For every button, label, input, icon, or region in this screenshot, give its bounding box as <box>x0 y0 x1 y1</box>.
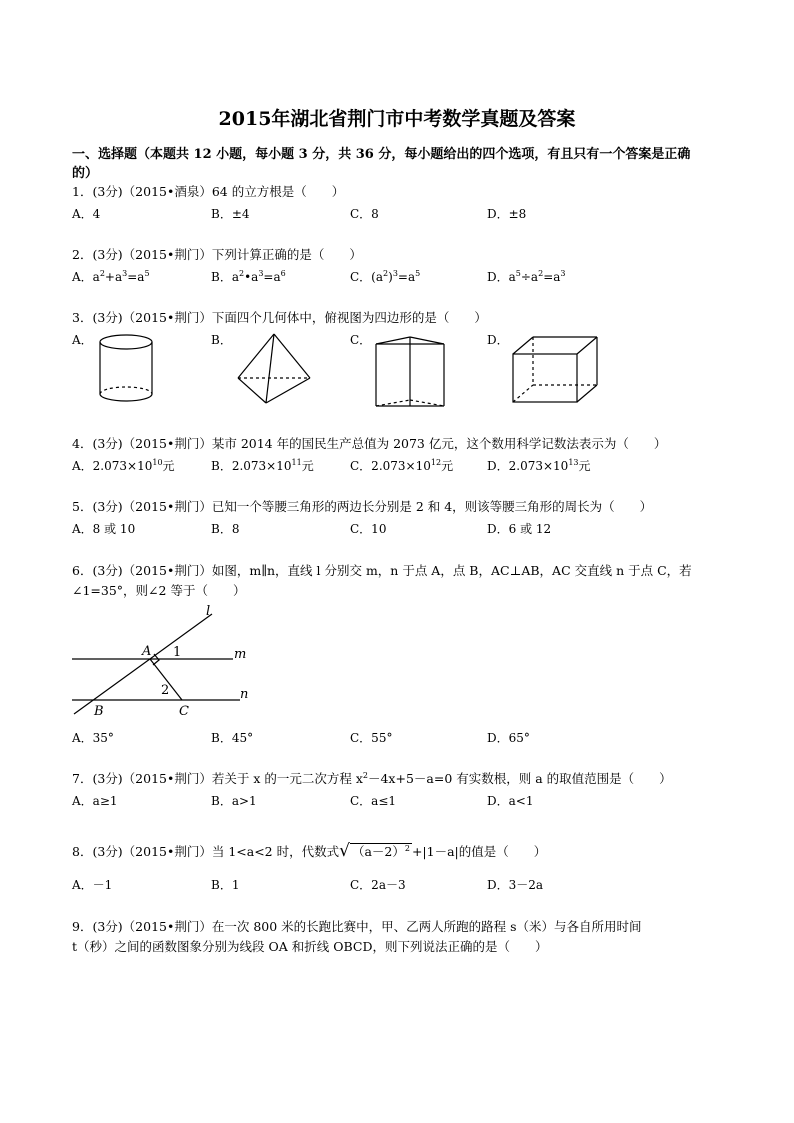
q5-option-a: A．8 或 10 <box>72 522 136 536</box>
q1-option-c: C．8 <box>350 207 379 221</box>
q3-stem: 3．(3分)（2015•荆门）下面四个几何体中，俯视图为四边形的是（ ） <box>72 310 487 325</box>
q1-option-a: A．4 <box>72 207 101 221</box>
q3-option-d: D． <box>487 333 509 347</box>
q3-option-c: C． <box>350 333 372 347</box>
q7-stem: 7．(3分)（2015•荆门）若关于 x 的一元二次方程 $x^2-4x+5-a=0$ 有实数根，则 a 的取值范围是（ ） <box>72 770 672 786</box>
q1-stem: 1．(3分)（2015•酒泉）64 的立方根是（ ） <box>72 184 345 199</box>
q2-option-c: C．$(a^2)^3=a^5$ <box>350 269 421 284</box>
q4-option-c: C．$2.073\times 10^{12}$元 <box>350 458 454 473</box>
q7-option-b: B．a>1 <box>211 794 257 808</box>
q1-option-b: B．±4 <box>211 207 250 221</box>
q5-stem: 5．(3分)（2015•荆门）已知一个等腰三角形的两边长分别是 2 和 4，则该等腰三角形的周长为（ ） <box>72 499 653 514</box>
q7-option-a: A．a≥1 <box>72 794 118 808</box>
q2-stem: 2．(3分)（2015•荆门）下列计算正确的是（ ） <box>72 247 362 262</box>
q9-stem: 9．(3分)（2015•荆门）在一次 800 米的长跑比赛中，甲、乙两人所跑的路程 s（米）与各自所用时间 <box>72 919 642 934</box>
q5-option-c: C．10 <box>350 522 387 536</box>
label-b: B <box>94 704 104 719</box>
label-angle-2: 2 <box>161 683 170 698</box>
q8-option-a: A．－1 <box>72 878 113 892</box>
q4-option-d: D．$2.073\times 10^{13}$元 <box>487 458 591 473</box>
q1-option-d: D．±8 <box>487 207 527 221</box>
q8-option-c: C．2a－3 <box>350 878 406 892</box>
cylinder-figure <box>95 334 157 406</box>
cube-figure <box>510 334 600 406</box>
label-angle-1: 1 <box>173 645 182 660</box>
q3-option-a: A． <box>72 333 93 347</box>
q4-option-a: A．$2.073\times 10^{10}$元 <box>72 458 175 473</box>
q2-option-d: D．$a^5\div a^2=a^3$ <box>487 269 566 284</box>
q5-option-b: B．8 <box>211 522 240 536</box>
q6-option-a: A．35° <box>72 731 114 745</box>
q6-option-d: D．65° <box>487 731 530 745</box>
q8-option-d: D．3－2a <box>487 878 544 892</box>
q4-option-b: B．$2.073\times 10^{11}$元 <box>211 458 314 473</box>
label-l: l <box>206 604 211 619</box>
triangular-prism-figure <box>370 334 452 412</box>
q8-stem: 8．(3分)（2015•荆门）当 1<a<2 时，代数式√ $(a-2)^2 +|1-a|$的值是（ ） <box>72 841 547 861</box>
pyramid-figure <box>234 332 314 406</box>
label-n: n <box>240 687 249 702</box>
section-heading-cont: 的） <box>72 166 99 181</box>
q6-stem: 6．(3分)（2015•荆门）如图，m∥n，直线 l 分别交 m，n 于点 A，点 B，AC⊥AB，AC 交直线 n 于点 C，若 <box>72 563 692 578</box>
parallel-lines-figure <box>70 600 270 720</box>
q6-option-b: B．45° <box>211 731 254 745</box>
label-c: C <box>179 704 189 719</box>
q6-stem-cont: ∠1=35°，则∠2 等于（ ） <box>72 583 246 598</box>
q3-option-b: B． <box>211 333 232 347</box>
page-title: 2015年湖北省荆门市中考数学真题及答案 <box>218 108 576 130</box>
q2-option-a: A．$a^2+a^3=a^5$ <box>72 269 150 284</box>
q7-option-c: C．a≤1 <box>350 794 397 808</box>
section-heading: 一、选择题（本题共 12 小题，每小题 3 分，共 36 分，每小题给出的四个选项，有且只有一个答案是正确 <box>72 147 691 162</box>
q7-option-d: D．a<1 <box>487 794 534 808</box>
q5-option-d: D．6 或 12 <box>487 522 552 536</box>
label-a: A <box>142 644 152 659</box>
label-m: m <box>234 647 247 662</box>
sqrt-expression: √ $(a-2)^2$ <box>339 841 410 861</box>
q9-stem-cont: t（秒）之间的函数图象分别为线段 OA 和折线 OBCD，则下列说法正确的是（ ） <box>72 939 548 954</box>
q2-option-b: B．$a^2•a^3=a^6$ <box>211 269 286 284</box>
q4-stem: 4．(3分)（2015•荆门）某市 2014 年的国民生产总值为 2073 亿元，这个数用科学记数法表示为（ ） <box>72 436 667 451</box>
q8-option-b: B．1 <box>211 878 240 892</box>
q6-option-c: C．55° <box>350 731 393 745</box>
